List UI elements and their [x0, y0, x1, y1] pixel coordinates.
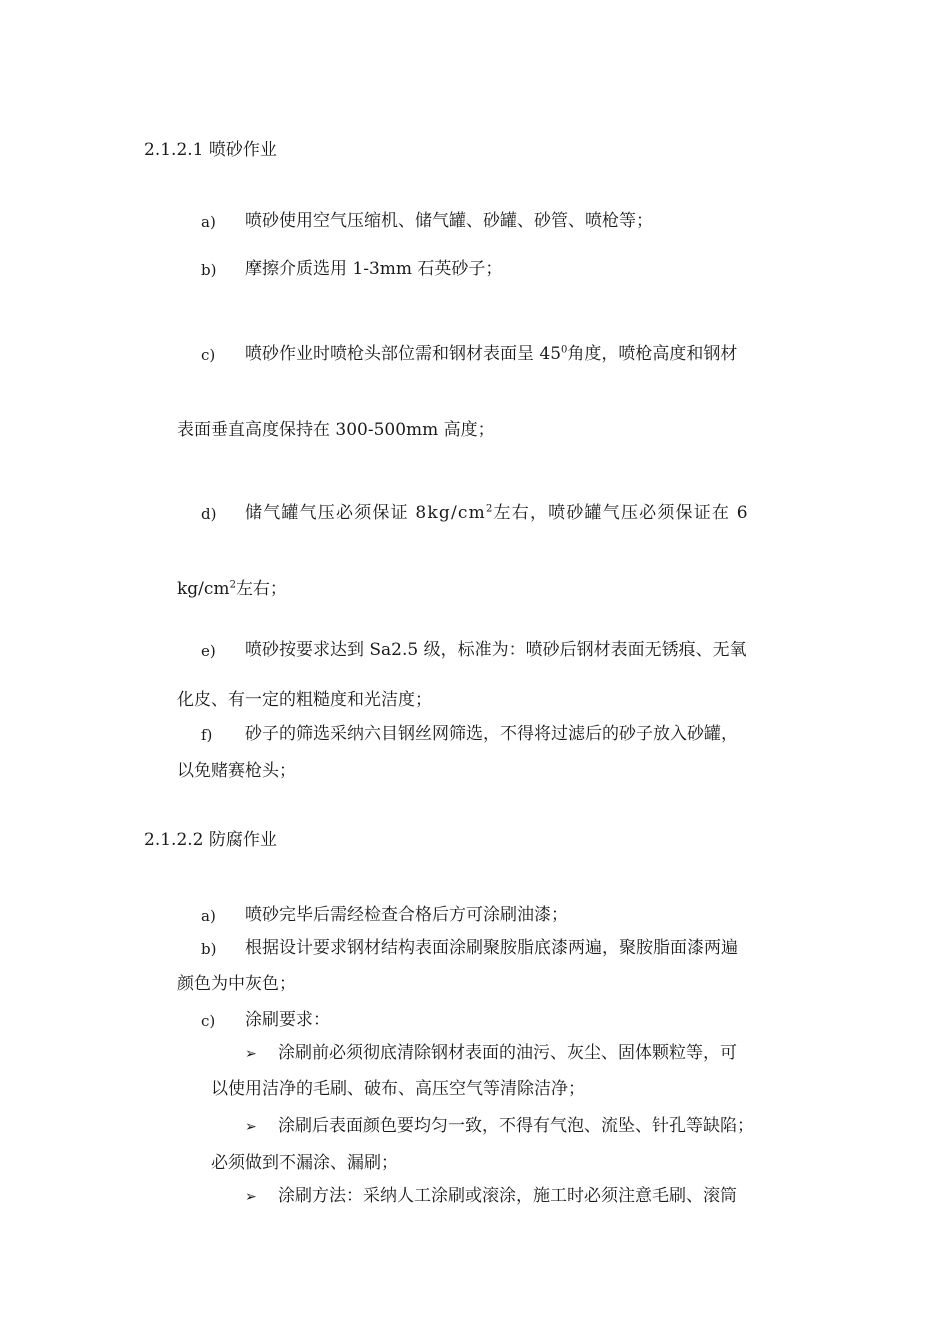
item-marker-a: a)	[201, 213, 216, 231]
item-text-d: 储气罐气压必须保证 $8kg/cm^2$左右，喷砂罐气压必须保证在 6	[245, 503, 749, 523]
subitem-text-3: 涂刷方法：采纳人工涂刷或滚涂，施工时必须注意毛刷、滚筒	[278, 1186, 737, 1206]
item-marker-f: f)	[201, 726, 213, 744]
item-text-e: 喷砂按要求达到 Sa2.5 级，标准为：喷砂后钢材表面无锈痕、无氧	[245, 640, 747, 660]
item-marker-e: e)	[201, 642, 216, 660]
item-text-c: 喷砂作业时喷枪头部位需和钢材表面呈 $45^0$角度，喷枪高度和钢材	[245, 344, 738, 364]
item-marker-a: a)	[201, 907, 216, 925]
subitem-text-1: 涂刷前必须彻底清除钢材表面的油污、灰尘、固体颗粒等，可	[278, 1043, 737, 1063]
superscript: 0	[561, 344, 568, 356]
item-text-f: 砂子的筛选采纳六目钢丝网筛选，不得将过滤后的砂子放入砂罐，	[245, 724, 738, 744]
item-marker-b: b)	[201, 940, 217, 958]
arrow-bullet-icon: ➢	[245, 1119, 257, 1135]
item-text-b: 根据设计要求钢材结构表面涂刷聚胺脂底漆两遍，聚胺脂面漆两遍	[245, 938, 738, 958]
arrow-bullet-icon: ➢	[245, 1046, 257, 1062]
section-heading-anticorrosion: 2.1.2.2 防腐作业	[144, 830, 277, 850]
subitem-continuation-2: 必须做到不漏涂、漏刷；	[211, 1153, 398, 1173]
item-marker-b: b)	[201, 261, 217, 279]
superscript: 2	[485, 503, 494, 515]
item-marker-d: d)	[201, 505, 217, 523]
item-text-a: 喷砂完毕后需经检查合格后方可涂刷油漆；	[245, 905, 568, 925]
arrow-bullet-icon: ➢	[245, 1189, 257, 1205]
item-continuation-b: 颜色为中灰色；	[177, 974, 296, 994]
item-continuation-e: 化皮、有一定的粗糙度和光洁度；	[177, 690, 432, 710]
item-marker-c: c)	[201, 346, 216, 364]
subitem-continuation-1: 以使用洁净的毛刷、破布、高压空气等清除洁净；	[211, 1079, 585, 1099]
item-text-b: 摩擦介质选用 1-3mm 石英砂子；	[245, 259, 503, 279]
item-text-c: 涂刷要求：	[245, 1010, 330, 1030]
subitem-text-2: 涂刷后表面颜色要均匀一致，不得有气泡、流坠、针孔等缺陷；	[278, 1116, 754, 1136]
item-continuation-f: 以免赌赛枪头；	[177, 761, 296, 781]
superscript: 2	[229, 579, 236, 591]
item-marker-c: c)	[201, 1012, 216, 1030]
item-continuation-d: $kg/cm^2$左右；	[177, 579, 287, 599]
item-text-a: 喷砂使用空气压缩机、储气罐、砂罐、砂管、喷枪等；	[245, 211, 653, 231]
item-continuation-c: 表面垂直高度保持在 300-500mm 高度；	[177, 420, 495, 440]
section-heading-blasting: 2.1.2.1 喷砂作业	[144, 140, 277, 160]
